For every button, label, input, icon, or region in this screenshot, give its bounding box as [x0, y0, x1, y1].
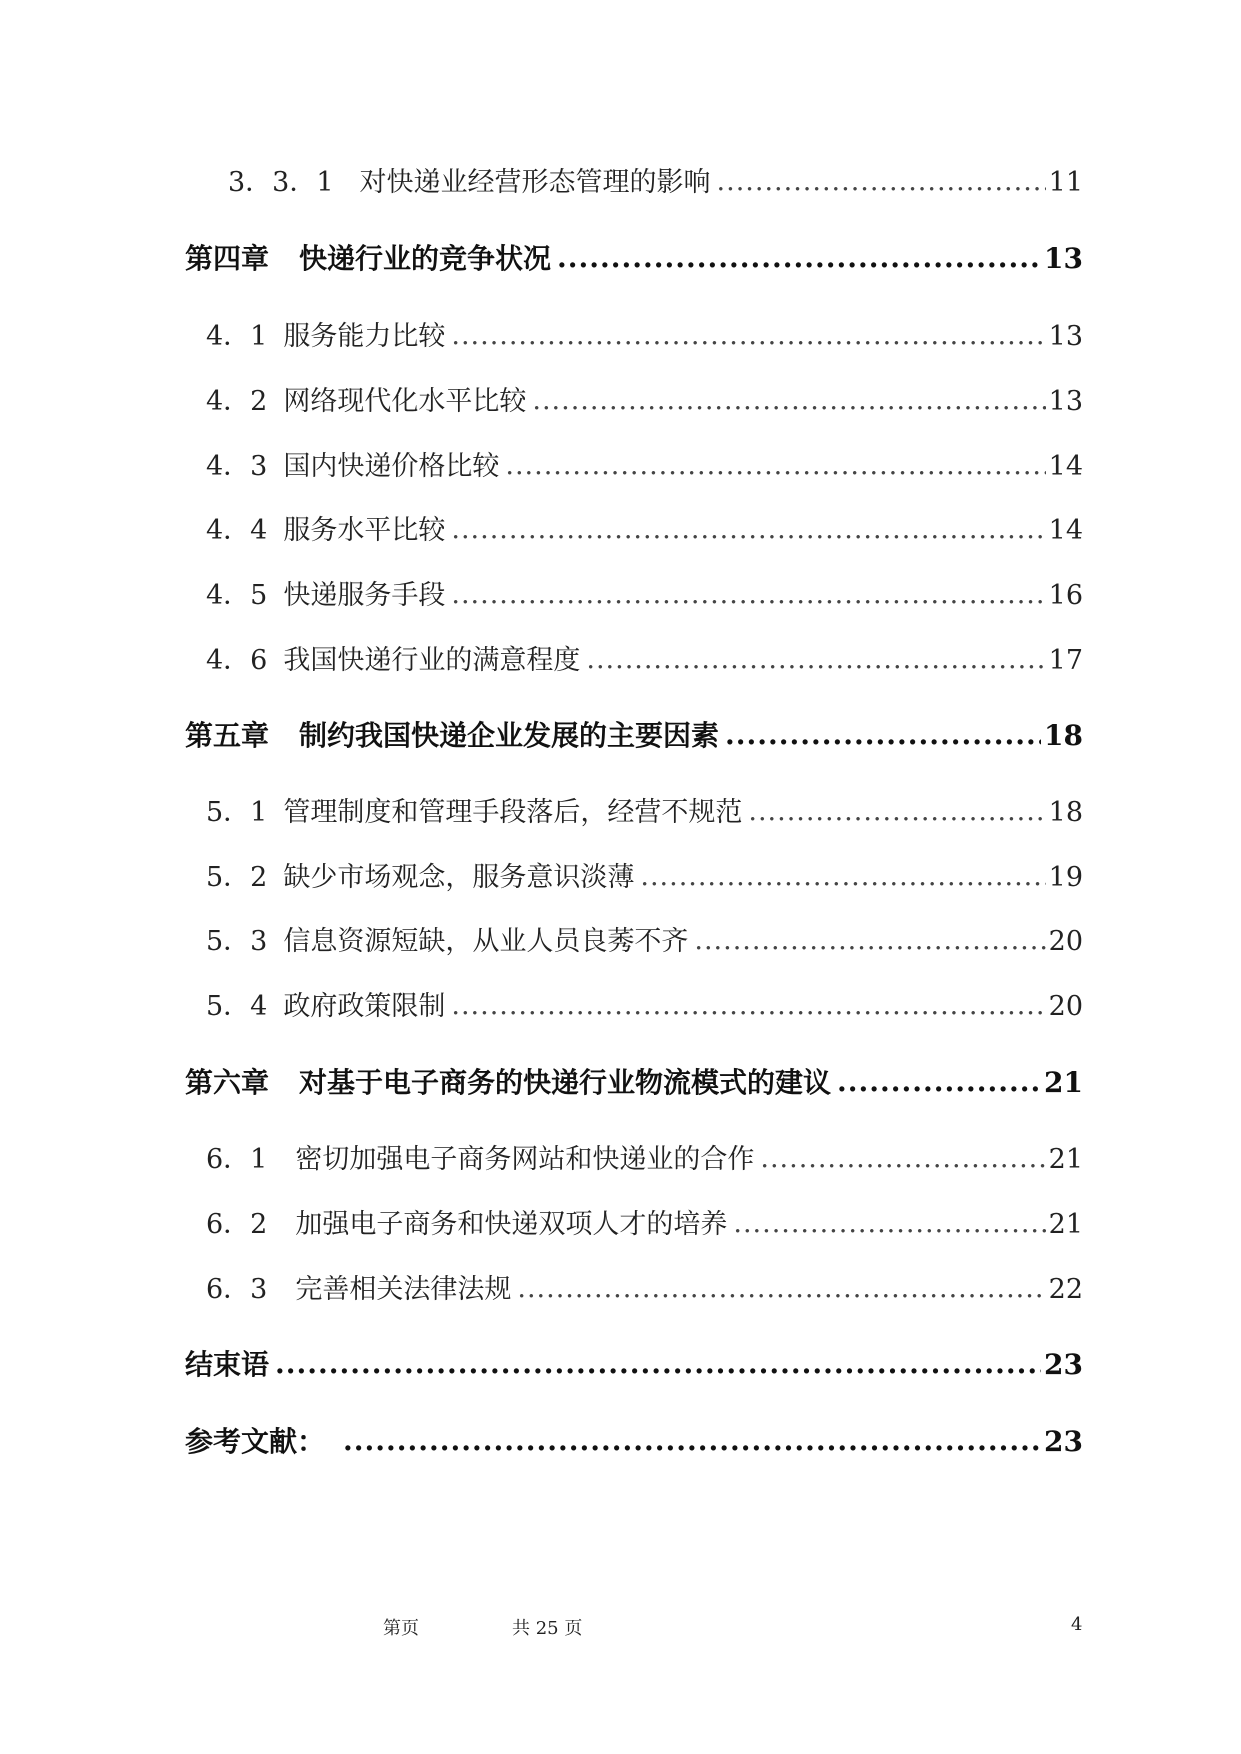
- toc-entry-title: 管理制度和管理手段落后，经营不规范: [283, 797, 743, 828]
- toc-entry-title: 快递服务手段: [283, 580, 446, 611]
- toc-entry-number: 4．1: [206, 321, 268, 352]
- toc-leader-dots: [517, 1273, 1045, 1304]
- toc-entry-page: 17: [1048, 645, 1083, 676]
- toc-leader-dots: [837, 1065, 1041, 1098]
- toc-leader-dots: [557, 241, 1041, 274]
- toc-entry-title: 完善相关法律法规: [295, 1274, 512, 1305]
- toc-entry-number: 5．1: [206, 797, 268, 828]
- toc-entry-page: 21: [1044, 1066, 1083, 1099]
- toc-chapter-number: 第四章: [185, 242, 270, 275]
- toc-entry-title: 密切加强电子商务网站和快递业的合作: [295, 1144, 755, 1175]
- footer-page-label: 第页: [383, 1618, 419, 1639]
- toc-entry-title: 我国快递行业的满意程度: [283, 645, 581, 676]
- toc-entry[interactable]: [206, 444, 1083, 483]
- toc-leader-dots: [586, 644, 1045, 675]
- toc-chapter-title: 对基于电子商务的快递行业物流模式的建议: [299, 1066, 832, 1099]
- toc-entry-page: 22: [1048, 1274, 1083, 1305]
- toc-entry-page: 14: [1048, 451, 1083, 482]
- toc-entry-title: 加强电子商务和快递双项人才的培养: [295, 1209, 728, 1240]
- toc-leader-dots: [343, 1424, 1041, 1457]
- toc-entry[interactable]: [206, 1137, 1083, 1176]
- toc-chapter-entry[interactable]: [185, 1061, 1083, 1101]
- toc-chapter-entry[interactable]: [185, 714, 1083, 754]
- toc-entry[interactable]: [206, 984, 1083, 1023]
- toc-entry-page: 13: [1048, 321, 1083, 352]
- toc-entry[interactable]: [206, 508, 1083, 547]
- toc-entry[interactable]: [206, 314, 1083, 353]
- toc-entry-page: 21: [1048, 1209, 1083, 1240]
- toc-entry-title: 服务水平比较: [283, 515, 446, 546]
- toc-leader-dots: [748, 796, 1045, 827]
- toc-entry-page: 13: [1044, 242, 1083, 275]
- toc-entry-page: 23: [1044, 1425, 1083, 1458]
- toc-entry-page: 18: [1048, 797, 1083, 828]
- footer-total-pages: 共 25 页: [512, 1618, 583, 1639]
- toc-leader-dots: [505, 450, 1045, 481]
- toc-leader-dots: [451, 514, 1045, 545]
- toc-chapter-title: 制约我国快递企业发展的主要因素: [299, 719, 720, 752]
- toc-entry-number: 3．3．1: [228, 167, 334, 198]
- toc-entry-title: 信息资源短缺，从业人员良莠不齐: [283, 926, 689, 957]
- toc-entry-page: 16: [1048, 580, 1083, 611]
- toc-leader-dots: [532, 385, 1045, 416]
- toc-entry-number: 4．6: [206, 645, 268, 676]
- toc-entry[interactable]: [206, 573, 1083, 612]
- toc-entry-number: 5．4: [206, 991, 268, 1022]
- toc-leader-dots: [725, 718, 1041, 751]
- toc-entry-title: 对快递业经营形态管理的影响: [359, 167, 711, 198]
- toc-entry-number: 6．3: [206, 1274, 268, 1305]
- toc-entry-number: 6．2: [206, 1209, 268, 1240]
- toc-entry-number: 6．1: [206, 1144, 268, 1175]
- toc-entry-page: 13: [1048, 386, 1083, 417]
- toc-leader-dots: [640, 861, 1045, 892]
- toc-chapter-entry[interactable]: [185, 237, 1083, 277]
- toc-entry[interactable]: [228, 160, 1083, 199]
- toc-entry-title: 服务能力比较: [283, 321, 446, 352]
- toc-entry-title: 政府政策限制: [283, 991, 446, 1022]
- toc-entry-page: 14: [1048, 515, 1083, 546]
- toc-leader-dots: [451, 579, 1045, 610]
- toc-chapter-number: 第五章: [185, 719, 270, 752]
- toc-entry-page: 23: [1044, 1348, 1083, 1381]
- toc-leader-dots: [451, 320, 1045, 351]
- toc-chapter-title: 快递行业的竞争状况: [299, 242, 552, 275]
- toc-entry-page: 21: [1048, 1144, 1083, 1175]
- toc-entry-page: 20: [1048, 991, 1083, 1022]
- toc-entry-number: 5．3: [206, 926, 268, 957]
- toc-chapter-title: 结束语: [185, 1348, 270, 1381]
- toc-entry-page: 20: [1048, 926, 1083, 957]
- toc-entry-number: 5．2: [206, 862, 268, 893]
- toc-leader-dots: [275, 1347, 1041, 1380]
- toc-entry[interactable]: [206, 1202, 1083, 1241]
- toc-entry-title: 国内快递价格比较: [283, 451, 500, 482]
- toc-entry-title: 缺少市场观念，服务意识淡薄: [283, 862, 635, 893]
- toc-leader-dots: [694, 925, 1045, 956]
- toc-entry[interactable]: [206, 1267, 1083, 1306]
- toc-leader-dots: [760, 1143, 1045, 1174]
- footer-page-number: 4: [1071, 1614, 1083, 1635]
- toc-entry[interactable]: [206, 379, 1083, 418]
- toc-leader-dots: [717, 166, 1046, 197]
- toc-entry-number: 4．2: [206, 386, 268, 417]
- toc-leader-dots: [451, 990, 1045, 1021]
- toc-entry[interactable]: [206, 790, 1083, 829]
- toc-chapter-entry[interactable]: [185, 1343, 1083, 1383]
- toc-entry-number: 4．4: [206, 515, 268, 546]
- toc-entry-title: 网络现代化水平比较: [283, 386, 527, 417]
- toc-entry[interactable]: [206, 855, 1083, 894]
- toc-entry-page: 19: [1048, 862, 1083, 893]
- toc-leader-dots: [733, 1208, 1045, 1239]
- toc-entry[interactable]: [206, 638, 1083, 677]
- toc-entry-page: 18: [1044, 719, 1083, 752]
- toc-entry-number: 4．5: [206, 580, 268, 611]
- toc-entry-page: 11: [1048, 167, 1083, 198]
- toc-chapter-number: 第六章: [185, 1066, 270, 1099]
- toc-entry[interactable]: [206, 919, 1083, 958]
- toc-entry-number: 4．3: [206, 451, 268, 482]
- toc-chapter-title: 参考文献：: [185, 1425, 326, 1458]
- toc-chapter-entry[interactable]: [185, 1420, 1083, 1460]
